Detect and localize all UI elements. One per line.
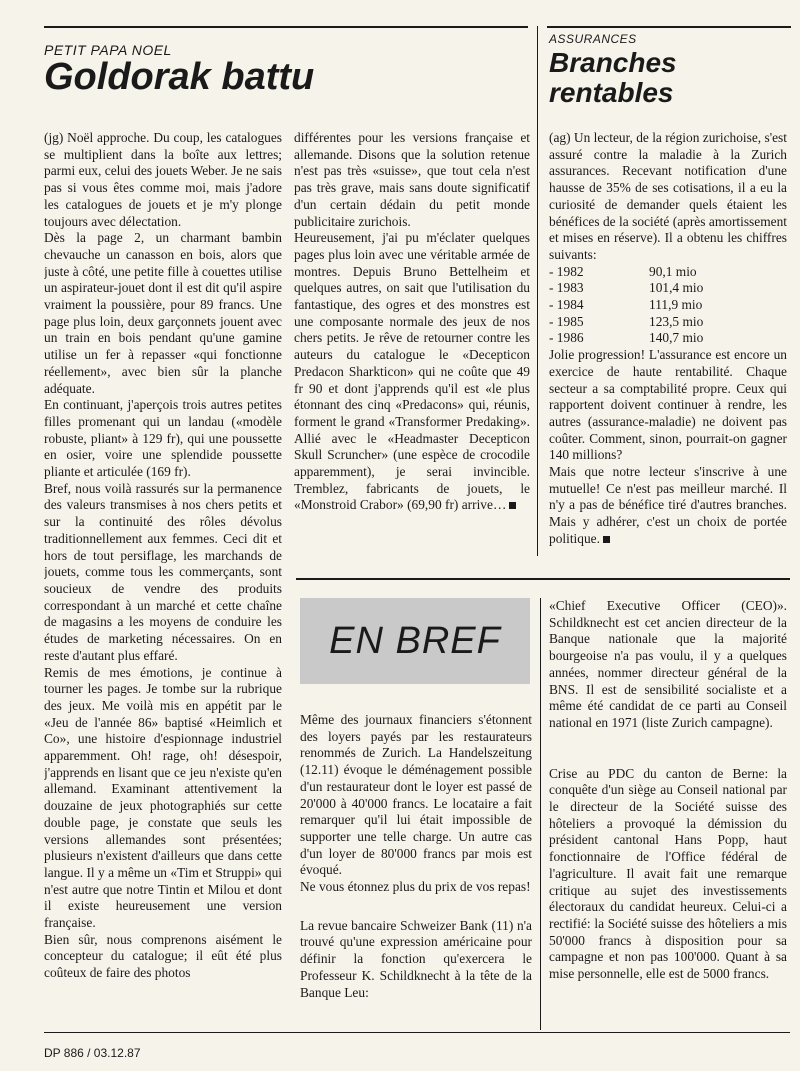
profit-figure-row [549,330,787,347]
article1-paragraph: Bien sûr, nous comprenons aisément le concepteur du catalogue; il eût été plus coûteux de faire des photos [44,931,282,981]
profit-value: 140,7 mio [649,330,704,346]
enbref-right-column [549,598,787,1028]
enbref-paragraph: La revue bancaire Schweizer Bank (11) n'a trouvé qu'une expression américaine pour définir la fonction qu'exercera le Professeur K. Schildknecht à la tête de la Banque Leu: [300,917,532,1000]
article1-paragraph: (jg) Noël approche. Du coup, les catalogues se multiplient dans la boîte aux lettres; parmi eux, celui des jouets Weber. Je ne sais pas si vous êtes comme moi, mais j'adore les catalogues de jouets et je m'y plonge toujours avec délectation. [44,130,282,229]
top-rule-left [44,26,528,28]
enbref-paragraph: Même des journaux financiers s'étonnent des loyers payés par les restaurateurs renommés de Zurich. La Handelszeitung (12.11) évoque le déménagement possible d'un restaurateur dont le loyer est passé de 20'000 à 40'000 francs. Le locataire a fait remarquer qu'il lui était impossible de supporter une telle charge. Un autre cas d'un loyer de 80'000 francs par mois est évoqué. [300,712,532,878]
profit-year: - 1986 [549,330,584,346]
profit-figure-row [549,297,787,314]
profit-year: - 1983 [549,280,584,296]
enbref-left-column [300,712,532,1026]
article1-paragraph: différentes pour les versions française et allemande. Disons que la solution retenue n'est pas très «suisse», que tout cela n'est pas très grave, mais sans doute significatif d'un certain dédain du petit monde publicitaire zurichois. [294,130,530,229]
profit-year: - 1984 [549,297,584,313]
article2-column [549,130,787,555]
top-rule-right [547,26,791,28]
profit-value: 123,5 mio [649,313,704,329]
bottom-rule [44,1032,790,1033]
profit-value: 90,1 mio [649,263,697,279]
enbref-column-divider [540,598,541,1030]
article1-kicker: PETIT PAPA NOEL [44,42,172,58]
article2-paragraph: Jolie progression! L'assurance est encore un exercice de haute rentabilité. Chaque secteur a sa comptabilité propre. Ceux qui rapportent doivent continuer à rendre, les autres (assurance-maladie) ne doivent pas coûter. Comment, sinon, pourrait-on gagner 140 millions? [549,347,787,463]
enbref-top-rule [296,578,790,580]
issue-footer: DP 886 / 03.12.87 [44,1046,141,1060]
article1-paragraph: Remis de mes émotions, je continue à tourner les pages. Je tombe sur la rubrique des jeux. Me voilà mis en appétit par le «Jeu de l'année 86» baptisé «Heimlich et Co», une histoire d'espionnage industriel apparemment. Oh! rage, oh! désespoir, j'apprends en lisant que ce jeu n'existe qu'en allemand. Examinant attentivement la douzaine de jeux photographiés sur cette double page, je constate que seuls les versions allemandes sont présentées; plusieurs n'existent d'ailleurs que dans cette langue. Il y a même un «Tim et Struppi» qui n'est autre que notre Tintin et Milou et dont il existe heureusement une version française. [44,664,282,931]
article1-paragraph: En continuant, j'aperçois trois autres petites filles promenant qui un landau («modèle robuste, pliant» à 129 fr), qui une poussette en osier, voire une splendide poussette pliante et articulée (169 fr). [44,397,282,480]
article1-paragraph-text: Heureusement, j'ai pu m'éclater quelques pages plus loin avec une véritable armée de montres. Depuis Bruno Bettelheim et quelques autres, on sait que l'utilisation du fantastique, des ogres et des monstres est une composante normale des jeux de nos chers petits. Je rêve de retourner contre les auteurs du catalogue le «Decepticon Predacon Sharkticon» qui ne coûte que 49 fr 90 et dont j'apprends qu'il est «le plus étonnant des cinq «Predacons» qui, réunis, forment le grand «Transformer Predaking». Allié avec le «Headmaster Decepticon Skull Scruncher» (une espèce de crocodile apparemment), je serai invincible. Tremblez, fabricants de jouets, le «Monstroid Crabor» (69,90 fr) arrive… [294,230,530,513]
profit-value: 101,4 mio [649,280,704,296]
article2-intro: (ag) Un lecteur, de la région zurichoise, s'est assuré contre la maladie à la Zurich assurances. Recevant notification d'une hausse de 35% de ses cotisations, il a eu la curiosité de demander quels étaient les bénéfices de la société (après amortissement et mises en réserve). Il a obtenu les chiffres suivants: [549,130,787,262]
column-divider [537,26,538,556]
article1-column-2 [294,130,530,555]
article1-paragraph: Bref, nous voilà rassurés sur la permanence des valeurs transmises à nos chers petits et sur la continuité des rôles dévolus traditionnellement aux femmes. Ceci dit et hors de tout persiflage, les marchands de jouets, comme tous les commerçants, sont soucieux de vendre des produits correspondant à un marché et cette chaîne de magasins a les moyens de conduire les études de marketing nécessaires. On en reste d'autant plus effaré. [44,480,282,663]
profit-year: - 1982 [549,263,584,279]
profit-figure-row [549,280,787,297]
enbref-paragraph: «Chief Executive Officer (CEO)». Schildknecht est cet ancien directeur de la Banque nationale que la majorité bourgeoise n'a pas voulu, il y a quelques années, nommer directeur général de la BNS. Il est de sensibilité socialiste et a même été candidat de ce parti au Conseil national en 1971 (liste Zurich campagne). [549,598,787,730]
article1-paragraph [294,230,530,514]
enbref-title: EN BREF [329,619,501,662]
end-of-article-mark [603,536,610,543]
end-of-article-mark [509,502,516,509]
profit-year: - 1985 [549,313,584,329]
article2-headline [549,48,677,108]
article1-column-1 [44,130,282,1025]
article2-headline-line1: Branches [549,47,677,78]
article2-headline-line2: rentables [549,77,674,108]
article1-paragraph: Dès la page 2, un charmant bambin chevauche un canasson en bois, alors que juste à côté, une petite fille à couettes utilise un aspirateur-jouet dont il est dit qu'il aspire vraiment la poussière, pour 89 francs. Une page plus loin, deux garçonnets jouent avec un train en bois pendant qu'une gamine utilise un fer à repasser «qui fonctionne réellement», avec bien sûr la planche adéquate. [44,230,282,396]
enbref-paragraph: Crise au PDC du canton de Berne: la conquête d'un siège au Conseil national par le directeur de la Société suisse des hôteliers a provoqué la démission du président cantonal Hans Popp, haut fonctionnaire de l'Office fédéral de l'agriculture. Il avait fait une remarque critique au sujet des investissements électoraux du candidat heureux. Celui-ci a rectifié: la Société suisse des hôteliers a mis 50'000 francs à disposition pour sa campagne et non pas 100'000. Quant à sa mise personnelle, elle est de 5000 francs. [549,765,787,982]
enbref-paragraph: Ne vous étonnez plus du prix de vos repas! [300,879,531,895]
article2-paragraph [549,464,787,548]
profit-figure-row [549,314,787,331]
profit-value: 111,9 mio [649,297,703,313]
profit-figures-list [549,264,787,348]
article1-headline: Goldorak battu [44,56,315,98]
profit-figure-row [549,264,787,281]
enbref-title-box [300,598,530,684]
article2-kicker: ASSURANCES [549,32,637,46]
article2-paragraph-text: Mais que notre lecteur s'inscrive à une mutuelle! Ce n'est pas meilleur marché. Il n'y a pas de bénéfice tiré d'autres branches. Mais y adhérer, c'est un choix de portée politique. [549,464,787,546]
